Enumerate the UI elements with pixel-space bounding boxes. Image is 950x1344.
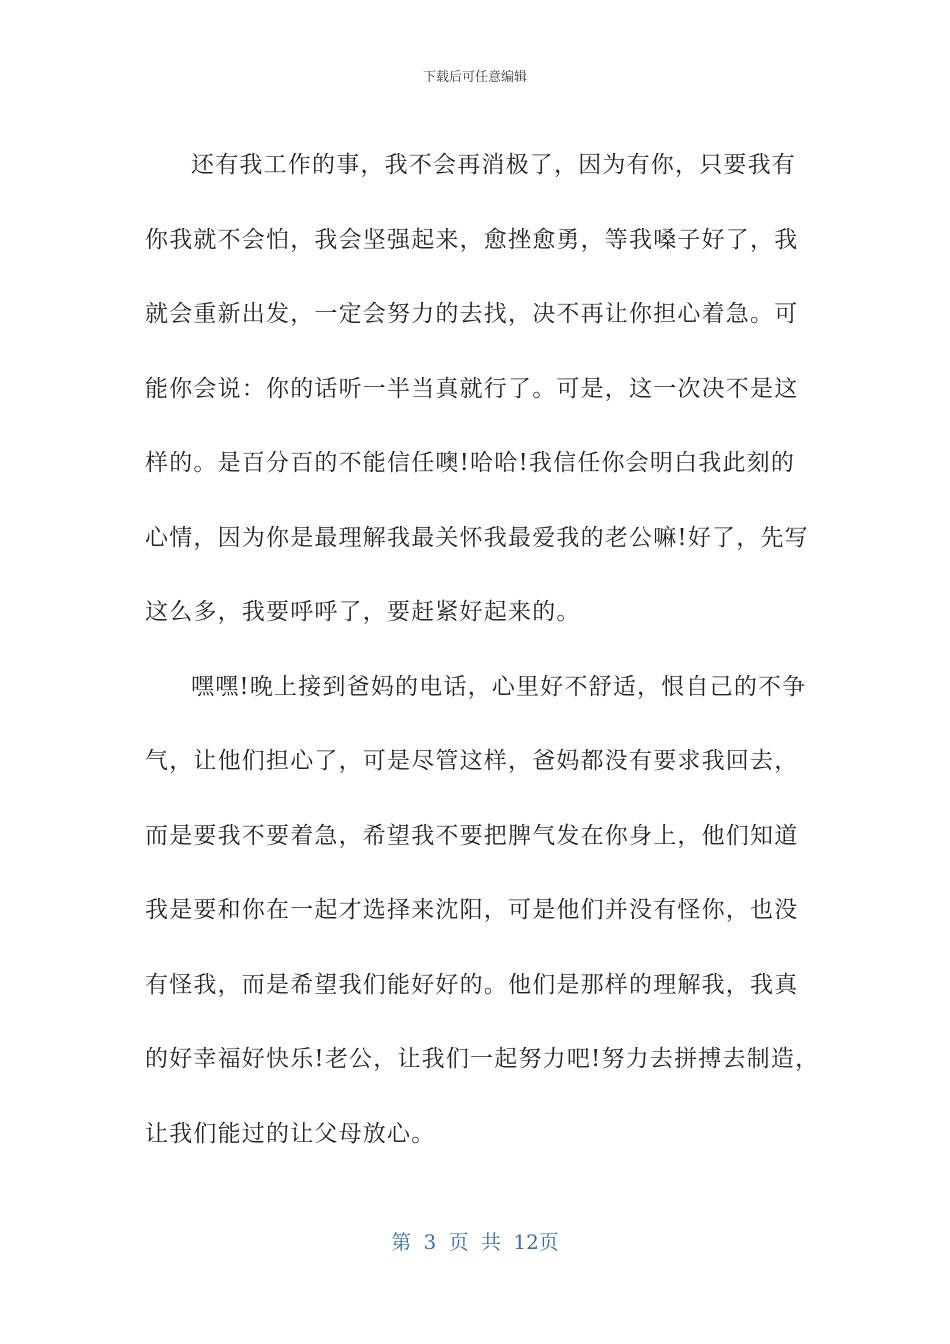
paragraph-line: 能你会说：你的话听一半当真就行了。可是，这一次决不是这	[145, 375, 799, 402]
paragraph-line: 让我们能过的让父母放心。	[145, 1120, 436, 1147]
paragraph-line: 你我就不会怕，我会坚强起来，愈挫愈勇，等我嗓子好了，我	[145, 226, 799, 253]
paragraph-line: 的好幸福好快乐!老公，让我们一起努力吧!努力去拼搏去制造，	[145, 1046, 820, 1072]
page-header: 下载后可任意编辑	[422, 70, 527, 85]
paragraph-line: 而是要我不要着急，希望我不要把脾气发在你身上，他们知道	[145, 822, 799, 849]
paragraph-1	[145, 128, 810, 650]
paragraph-line: 样的。是百分百的不能信任噢!哈哈!我信任你会明白我此刻的	[145, 450, 796, 476]
paragraph-line: 气，让他们担心了，可是尽管这样，爸妈都没有要求我回去，	[145, 748, 799, 774]
paragraph-line: 有怪我，而是希望我们能好好的。他们是那样的理解我，我真	[145, 971, 799, 998]
paragraph-line: 就会重新出发，一定会努力的去找，决不再让你担心着急。可	[145, 301, 799, 327]
paragraph-line: 嘿嘿!晚上接到爸妈的电话，心里好不舒适，恨自己的不争	[191, 673, 807, 700]
paragraph-line: 还有我工作的事，我不会再消极了，因为有你，只要我有	[191, 152, 796, 178]
paragraph-line: 心情，因为你是最理解我最关怀我最爱我的老公嘛!好了，先写	[145, 524, 809, 551]
paragraph-line: 我是要和你在一起才选择来沈阳，可是他们并没有怪你，也没	[145, 897, 799, 923]
paragraph-2	[145, 650, 820, 1172]
document-body	[145, 128, 820, 1171]
page-number: 第 3 页 共 12页	[391, 1230, 559, 1254]
paragraph-line: 这么多，我要呼呼了，要赶紧好起来的。	[145, 599, 581, 625]
